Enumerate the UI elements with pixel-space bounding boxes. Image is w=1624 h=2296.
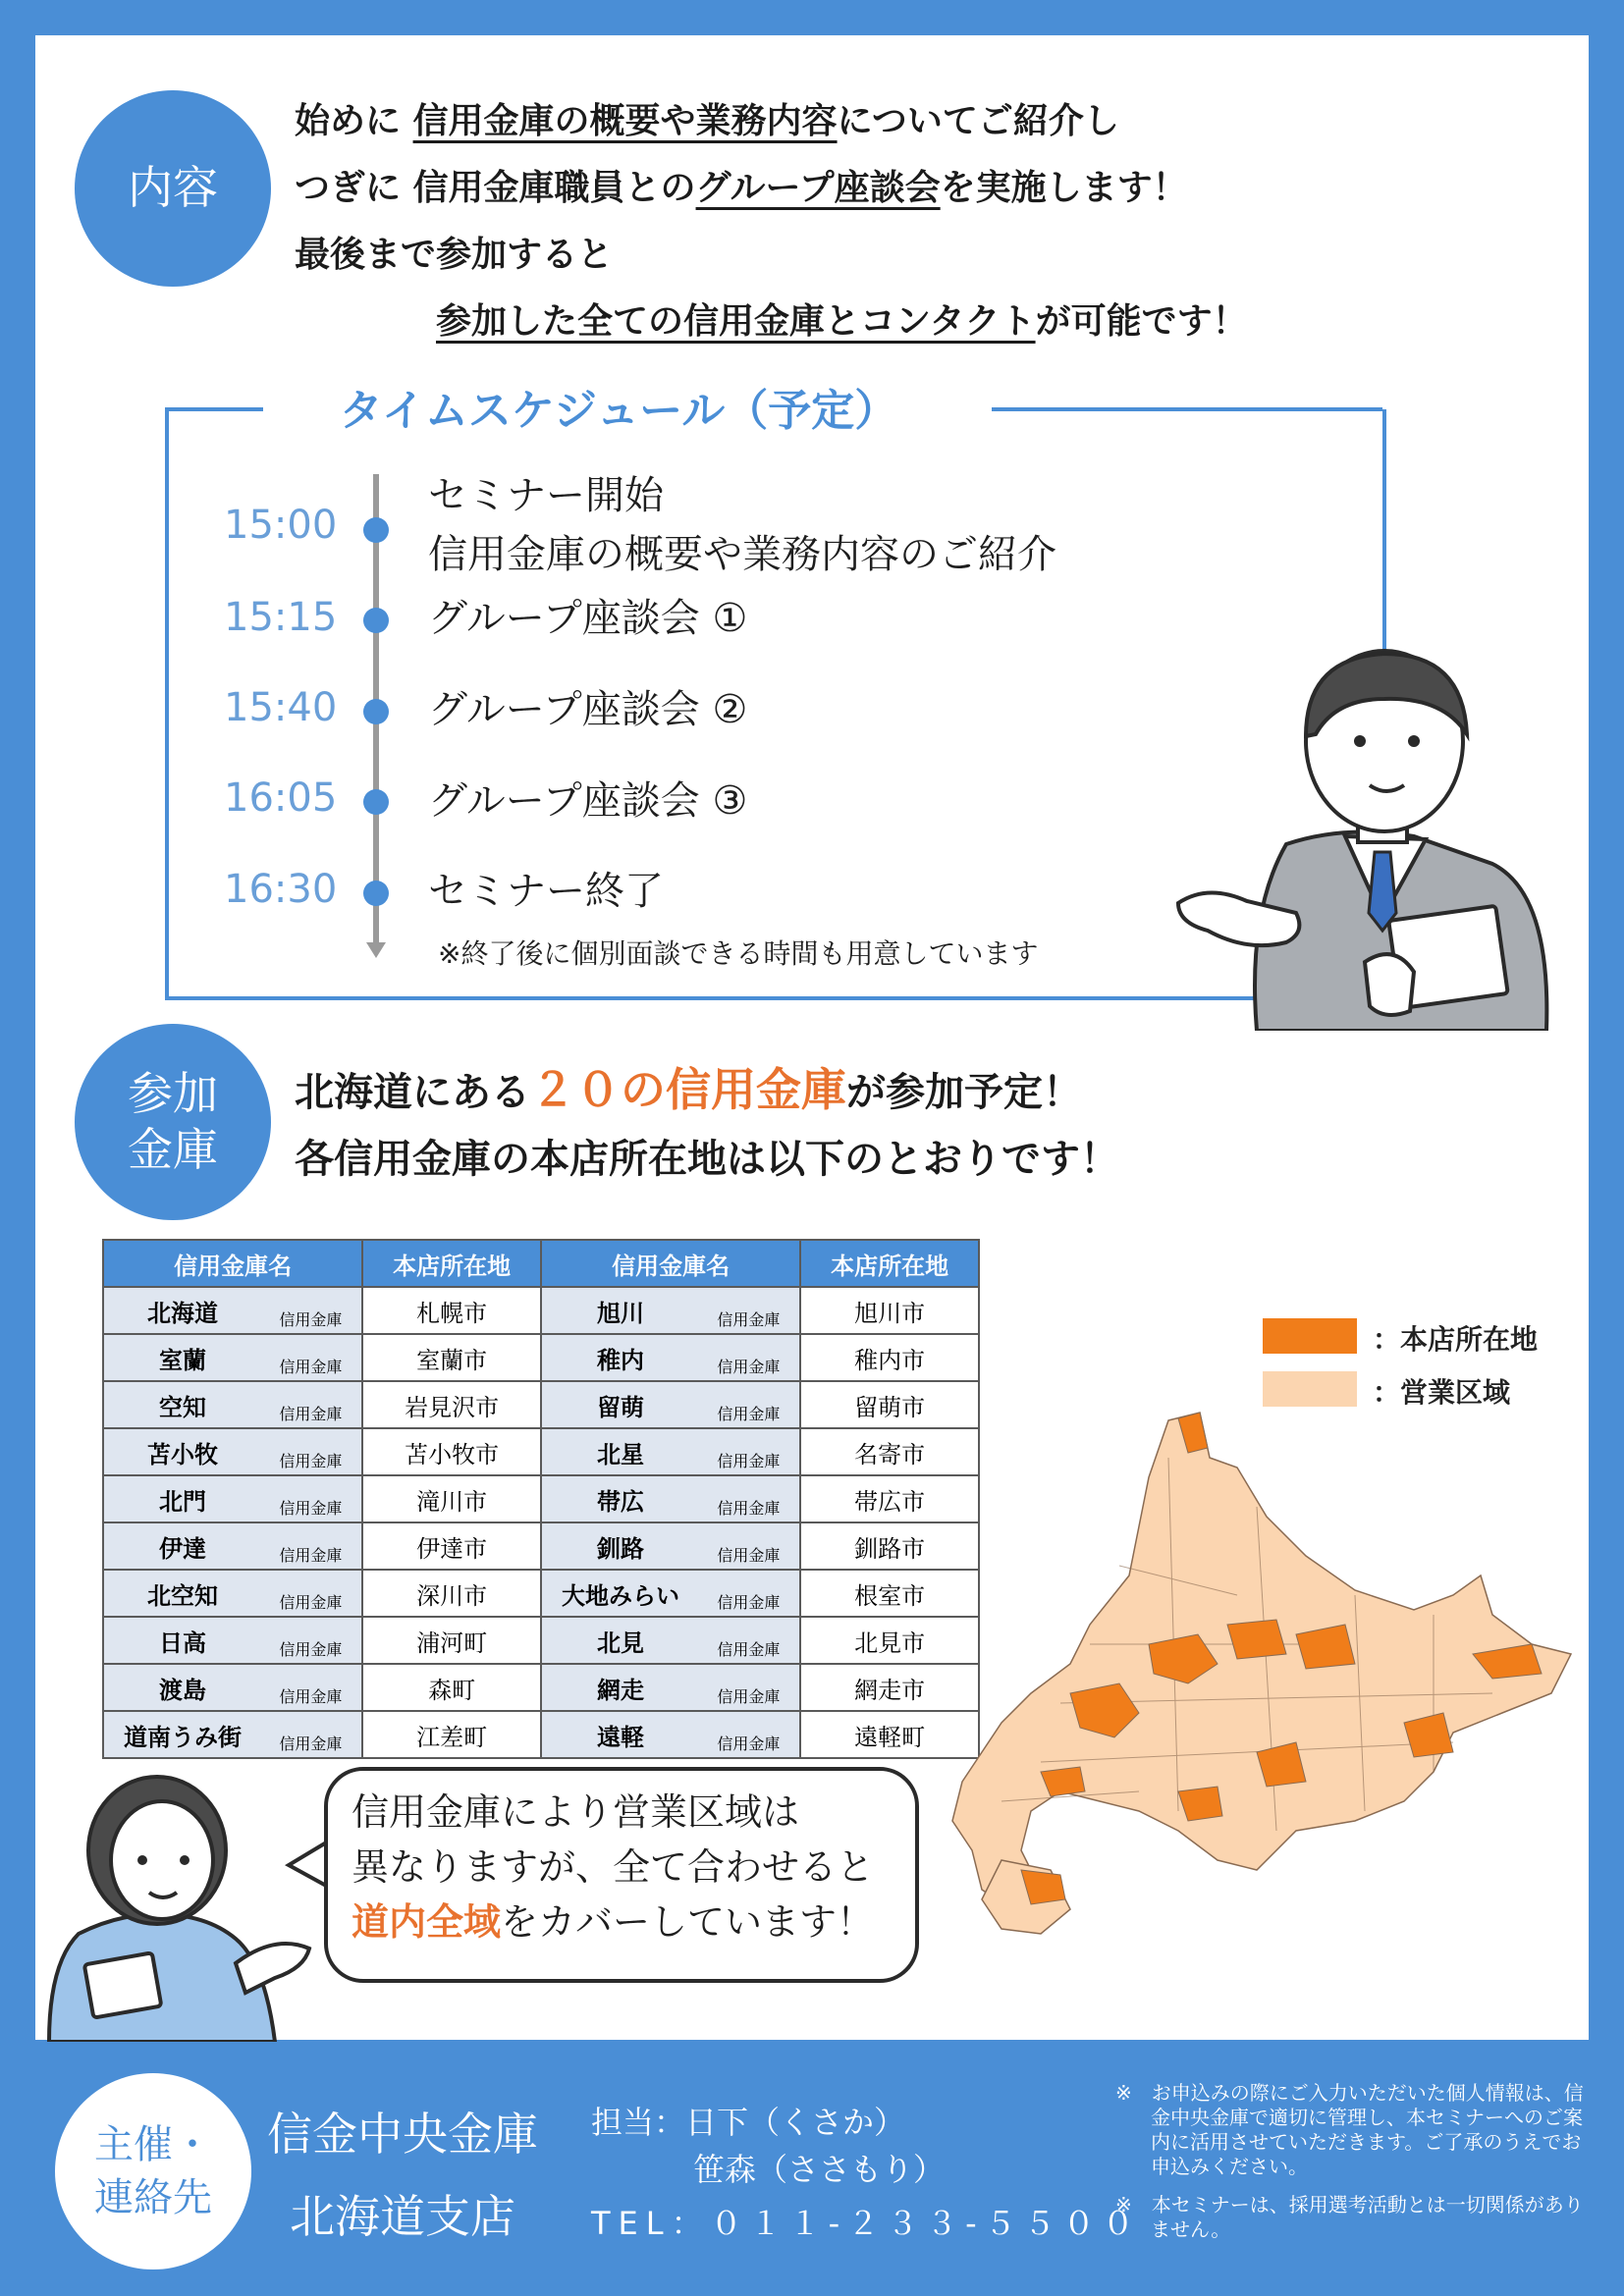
hq-location-cell: 遠軽町: [800, 1711, 979, 1758]
timeline-dot-icon: [363, 789, 389, 815]
bank-name: 旭川: [596, 1300, 644, 1327]
table-header: 信用金庫名: [541, 1240, 800, 1287]
intro-text: 始めに 信用金庫の概要や業務内容についてご紹介し つぎに 信用金庫職員とのグループ座談会を実施します！ 最後まで参加すると 参加した全ての信用金庫とコンタクトが可能です！: [295, 101, 1248, 342]
bank-name-cell: [103, 1428, 362, 1475]
table-row: [103, 1287, 979, 1334]
schedule-note: ※終了後に個別面談できる時間も用意しています: [438, 937, 1039, 970]
schedule-event: グループ座談会 ②: [428, 687, 748, 732]
privacy-note: ※ お申込みの際にご入力いただいた個人情報は、信金中央金庫で適切に管理し、本セミナーへのご案内に活用させていただきます。ご了承のうえでお申込みください。: [1115, 2081, 1584, 2178]
table-row: [103, 1664, 979, 1711]
bank-name: 空知: [159, 1394, 206, 1421]
bank-suffix: 信用金庫: [279, 1687, 343, 1706]
hq-location-cell: 帯広市: [800, 1475, 979, 1522]
bank-name-cell: [541, 1475, 800, 1522]
bank-name: 道南うみ街: [124, 1724, 242, 1751]
hq-location-cell: 岩見沢市: [362, 1381, 541, 1428]
bank-suffix: 信用金庫: [279, 1499, 343, 1518]
schedule-event: グループ座談会 ①: [428, 596, 748, 641]
hq-location-cell: 名寄市: [800, 1428, 979, 1475]
bank-name: 苫小牧: [147, 1441, 218, 1468]
timeline-dot-icon: [363, 608, 389, 633]
bank-name-cell: [541, 1381, 800, 1428]
bank-suffix: 信用金庫: [279, 1310, 343, 1329]
bank-name: 帯広: [596, 1488, 644, 1516]
bank-name-cell: [103, 1664, 362, 1711]
bank-suffix: 信用金庫: [717, 1640, 781, 1659]
table-row: [103, 1570, 979, 1617]
footer-notes: [1115, 2081, 1595, 2256]
bank-suffix: 信用金庫: [717, 1452, 781, 1470]
contact-persons: 担当：日下（くさか） 笹森（ささもり）: [591, 2104, 946, 2188]
table-row: [103, 1617, 979, 1664]
selection-note: ※ 本セミナーは、採用選考活動とは一切関係がありません。: [1115, 2193, 1584, 2241]
bank-name: 北門: [159, 1488, 206, 1516]
schedule-time: 16:30: [224, 867, 338, 912]
legend-hq-swatch: [1263, 1318, 1357, 1354]
bank-name: 室蘭: [159, 1347, 206, 1374]
table-row: [103, 1711, 979, 1758]
bank-name: 伊達: [159, 1535, 206, 1563]
hq-location-cell: 旭川市: [800, 1287, 979, 1334]
bank-name: 大地みらい: [561, 1582, 679, 1610]
bank-name-cell: [541, 1522, 800, 1570]
table-header: 本店所在地: [800, 1240, 979, 1287]
bank-suffix: 信用金庫: [717, 1499, 781, 1518]
bank-name-cell: [103, 1570, 362, 1617]
bank-name: 北空知: [147, 1582, 218, 1610]
content-badge: 内容: [75, 90, 271, 287]
schedule-time: 16:05: [224, 775, 338, 821]
participants-text: 北海道にある２０の信用金庫が参加予定！ 各信用金庫の本店所在地は以下のとおりです！: [295, 1063, 1119, 1182]
hq-location-cell: 伊達市: [362, 1522, 541, 1570]
hq-location-cell: 根室市: [800, 1570, 979, 1617]
bank-suffix: 信用金庫: [279, 1593, 343, 1612]
hq-location-cell: 江差町: [362, 1711, 541, 1758]
hq-location-cell: 森町: [362, 1664, 541, 1711]
bank-name: 留萌: [596, 1394, 644, 1421]
bank-name-cell: [103, 1617, 362, 1664]
bank-name: 稚内: [596, 1347, 644, 1374]
hokkaido-map: [943, 1399, 1591, 1949]
timeline-dot-icon: [363, 699, 389, 724]
hq-location-cell: 網走市: [800, 1664, 979, 1711]
participants-badge: 参加 金庫: [75, 1024, 271, 1220]
bank-name-cell: [103, 1711, 362, 1758]
bank-name-cell: [541, 1287, 800, 1334]
bank-suffix: 信用金庫: [279, 1640, 343, 1659]
bank-name: 渡島: [159, 1677, 206, 1704]
timeline-dot-icon: [363, 881, 389, 906]
timeline-dot-icon: [363, 517, 389, 543]
table-row: [103, 1428, 979, 1475]
table-row: [103, 1334, 979, 1381]
bank-name: 網走: [596, 1677, 644, 1704]
hq-location-cell: 釧路市: [800, 1522, 979, 1570]
hq-location-cell: 稚内市: [800, 1334, 979, 1381]
hq-location-cell: 深川市: [362, 1570, 541, 1617]
bank-name: 北見: [596, 1629, 644, 1657]
bank-name: 北星: [596, 1441, 644, 1468]
businessman-illustration: [1168, 618, 1561, 1031]
table-header: 本店所在地: [362, 1240, 541, 1287]
speech-bubble-text: 信用金庫により営業区域は 異なりますが、全て合わせると 道内全域をカバーしています！: [352, 1790, 875, 1944]
bank-suffix: 信用金庫: [717, 1358, 781, 1376]
schedule-time: 15:40: [224, 685, 338, 730]
businesswoman-illustration: [39, 1767, 324, 2042]
table-row: [103, 1522, 979, 1570]
bank-suffix: 信用金庫: [717, 1735, 781, 1753]
bank-name: 日高: [159, 1629, 206, 1657]
hq-location-cell: 室蘭市: [362, 1334, 541, 1381]
schedule-event: セミナー開始 信用金庫の概要や業務内容のご紹介: [428, 473, 1056, 577]
bank-name-cell: [541, 1428, 800, 1475]
hq-location-cell: 留萌市: [800, 1381, 979, 1428]
bank-name-cell: [103, 1287, 362, 1334]
bank-suffix: 信用金庫: [279, 1735, 343, 1753]
bank-suffix: 信用金庫: [279, 1546, 343, 1565]
hq-location-cell: 滝川市: [362, 1475, 541, 1522]
bank-name: 釧路: [596, 1535, 644, 1563]
bank-name-cell: [103, 1475, 362, 1522]
bank-name-cell: [541, 1664, 800, 1711]
hq-location-cell: 北見市: [800, 1617, 979, 1664]
bank-suffix: 信用金庫: [279, 1452, 343, 1470]
bank-suffix: 信用金庫: [279, 1358, 343, 1376]
bank-name-cell: [103, 1381, 362, 1428]
schedule-time: 15:00: [224, 503, 338, 548]
bank-suffix: 信用金庫: [717, 1405, 781, 1423]
bank-suffix: 信用金庫: [717, 1593, 781, 1612]
bank-name-cell: [541, 1617, 800, 1664]
organizer-name: 信金中央金庫 北海道支店: [267, 2108, 538, 2243]
bank-name: 遠軽: [596, 1724, 644, 1751]
schedule-event: グループ座談会 ③: [428, 778, 748, 824]
hq-location-cell: 札幌市: [362, 1287, 541, 1334]
bank-suffix: 信用金庫: [279, 1405, 343, 1423]
bank-name-cell: [541, 1570, 800, 1617]
bank-suffix: 信用金庫: [717, 1310, 781, 1329]
phone-number: TEL：０１１-２３３-５５００: [591, 2205, 1142, 2242]
organizer-badge: 主催・ 連絡先: [55, 2073, 251, 2269]
table-row: [103, 1475, 979, 1522]
timeline-arrow-icon: [366, 942, 386, 958]
bank-table: [102, 1239, 980, 1759]
bank-suffix: 信用金庫: [717, 1687, 781, 1706]
bank-name-cell: [541, 1334, 800, 1381]
hq-location-cell: 苫小牧市: [362, 1428, 541, 1475]
bank-name-cell: [541, 1711, 800, 1758]
bank-name-cell: [103, 1334, 362, 1381]
schedule-event: セミナー終了: [428, 869, 664, 914]
schedule-title: タイムスケジュール（予定）: [339, 386, 898, 436]
bank-name-cell: [103, 1522, 362, 1570]
table-row: [103, 1381, 979, 1428]
bank-name: 北海道: [147, 1300, 218, 1327]
table-header: 信用金庫名: [103, 1240, 362, 1287]
bank-suffix: 信用金庫: [717, 1546, 781, 1565]
schedule-time: 15:15: [224, 595, 338, 640]
hq-location-cell: 浦河町: [362, 1617, 541, 1664]
bank-table-body: [103, 1287, 979, 1758]
